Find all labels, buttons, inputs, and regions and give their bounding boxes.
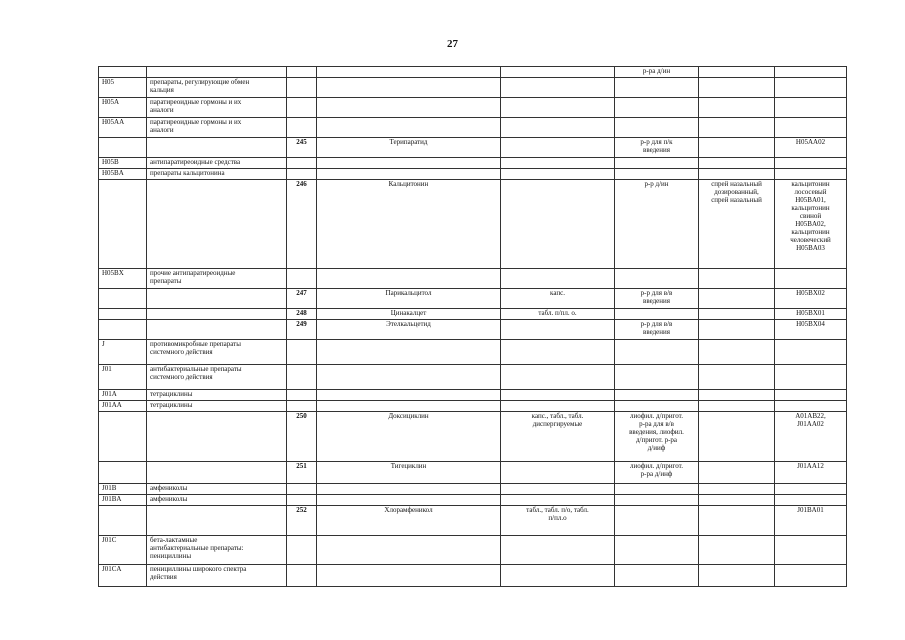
cell-text-line: H05BA02, xyxy=(795,220,826,228)
other-forms-cell xyxy=(699,78,775,98)
atc-group-code-cell: J01A xyxy=(99,390,147,401)
drug-list-table xyxy=(98,66,847,587)
other-forms-cell xyxy=(699,169,775,180)
cell-text-line: лососевый xyxy=(794,188,827,196)
row-number-cell xyxy=(287,158,317,169)
drug-name-cell xyxy=(317,158,501,169)
cell-text-line: тетрациклины xyxy=(150,401,193,409)
other-forms-cell xyxy=(699,412,775,462)
drug-name-cell xyxy=(317,365,501,390)
atc-group-code-cell xyxy=(99,412,147,462)
cell-text-line: табл., табл. п/о, табл. xyxy=(526,506,589,514)
table-row xyxy=(99,78,847,98)
oral-forms-cell xyxy=(501,289,615,309)
injection-forms-cell xyxy=(615,269,699,289)
oral-forms-cell xyxy=(501,462,615,484)
cell-text-line: спрей назальный xyxy=(711,196,762,204)
cell-text-line: дозированный, xyxy=(714,188,759,196)
cell-text-line: J01AA02 xyxy=(797,420,824,428)
drug-name-cell: Этелкальцетид xyxy=(317,320,501,340)
atc-code-cell xyxy=(775,180,847,269)
table-row xyxy=(99,412,847,462)
oral-forms-cell xyxy=(501,180,615,269)
atc-code-cell xyxy=(775,462,847,484)
row-number-cell xyxy=(287,536,317,565)
oral-forms-cell xyxy=(501,340,615,365)
table-row xyxy=(99,390,847,401)
atc-code-cell xyxy=(775,138,847,158)
other-forms-cell xyxy=(699,390,775,401)
drug-name-cell xyxy=(317,340,501,365)
oral-forms-cell xyxy=(501,495,615,506)
cell-text-line: действия xyxy=(150,573,177,581)
row-number-cell: 251 xyxy=(287,462,317,484)
row-number-cell xyxy=(287,118,317,138)
cell-text-line: аналоги xyxy=(150,126,174,134)
drug-name-cell xyxy=(317,536,501,565)
drug-name-cell xyxy=(317,269,501,289)
cell-text-line: табл. п/пл. о. xyxy=(538,309,577,317)
atc-group-code-cell: H05BA xyxy=(99,169,147,180)
oral-forms-cell xyxy=(501,138,615,158)
table-body xyxy=(99,67,847,587)
row-number-cell xyxy=(287,269,317,289)
oral-forms-cell xyxy=(501,78,615,98)
atc-group-code-cell xyxy=(99,180,147,269)
table-row xyxy=(99,565,847,587)
cell-text-line: препараты, регулирующие обмен xyxy=(150,78,250,86)
cell-text-line: р-р д/ин xyxy=(644,180,669,188)
cell-text-line: лиофил. д/пригот. xyxy=(630,462,683,470)
table-row xyxy=(99,365,847,390)
injection-forms-cell xyxy=(615,365,699,390)
atc-code-cell xyxy=(775,158,847,169)
row-number-cell: 246 xyxy=(287,180,317,269)
atc-group-code-cell xyxy=(99,289,147,309)
cell-text-line: человеческий xyxy=(790,236,831,244)
atc-code-cell xyxy=(775,484,847,495)
oral-forms-cell xyxy=(501,565,615,587)
oral-forms-cell xyxy=(501,169,615,180)
table-row xyxy=(99,289,847,309)
cell-text-line: введения, лиофил. xyxy=(629,428,684,436)
cell-text-line: тетрациклины xyxy=(150,390,193,398)
atc-group-name-cell xyxy=(147,565,287,587)
injection-forms-cell xyxy=(615,67,699,78)
drug-name-cell: Терипаратид xyxy=(317,138,501,158)
drug-name-cell: Парикальцитол xyxy=(317,289,501,309)
oral-forms-cell xyxy=(501,390,615,401)
atc-code-cell xyxy=(775,78,847,98)
cell-text-line: паратиреоидные гормоны и их xyxy=(150,118,242,126)
drug-name-cell xyxy=(317,118,501,138)
table-row xyxy=(99,462,847,484)
table-row xyxy=(99,536,847,565)
other-forms-cell xyxy=(699,138,775,158)
drug-name-cell xyxy=(317,78,501,98)
cell-text-line: паратиреоидные гормоны и их xyxy=(150,98,242,106)
cell-text-line: р-ра д/ин xyxy=(642,67,671,75)
atc-group-name-cell xyxy=(147,78,287,98)
other-forms-cell xyxy=(699,118,775,138)
cell-text-line: диспергируемые xyxy=(532,420,583,428)
cell-text-line: свиной xyxy=(799,212,822,220)
other-forms-cell xyxy=(699,180,775,269)
injection-forms-cell xyxy=(615,565,699,587)
atc-code-cell xyxy=(775,536,847,565)
atc-group-code-cell: J01BA xyxy=(99,495,147,506)
atc-group-code-cell: J01 xyxy=(99,365,147,390)
row-number-cell: 252 xyxy=(287,506,317,536)
table-row xyxy=(99,484,847,495)
other-forms-cell xyxy=(699,67,775,78)
row-number-cell: 249 xyxy=(287,320,317,340)
injection-forms-cell xyxy=(615,118,699,138)
table-row xyxy=(99,506,847,536)
atc-group-name-cell xyxy=(147,365,287,390)
drug-name-cell xyxy=(317,495,501,506)
atc-group-code-cell: J xyxy=(99,340,147,365)
table-row xyxy=(99,169,847,180)
atc-group-name-cell xyxy=(147,118,287,138)
other-forms-cell xyxy=(699,401,775,412)
page-number: 27 xyxy=(447,38,458,50)
cell-text-line: д/пригот. р-ра xyxy=(635,436,678,444)
table-row xyxy=(99,180,847,269)
cell-text-line: капс. xyxy=(550,289,565,297)
atc-group-name-cell xyxy=(147,67,287,78)
cell-text-line: р-ра д/инф xyxy=(640,470,673,478)
drug-name-cell xyxy=(317,484,501,495)
atc-group-name-cell xyxy=(147,536,287,565)
cell-text-line: введения xyxy=(643,146,670,154)
injection-forms-cell xyxy=(615,289,699,309)
table-row xyxy=(99,98,847,118)
cell-text-line: бета-лактамные xyxy=(150,536,198,544)
injection-forms-cell xyxy=(615,78,699,98)
cell-text-line: кальцитонин xyxy=(791,204,830,212)
atc-group-name-cell xyxy=(147,169,287,180)
cell-text-line: спрей назальный xyxy=(711,180,762,188)
drug-name-cell xyxy=(317,67,501,78)
oral-forms-cell xyxy=(501,320,615,340)
cell-text-line: системного действия xyxy=(150,348,213,356)
atc-group-name-cell xyxy=(147,98,287,118)
drug-name-cell xyxy=(317,565,501,587)
atc-code-cell xyxy=(775,401,847,412)
table-row xyxy=(99,269,847,289)
atc-code-cell xyxy=(775,340,847,365)
cell-text-line: антибактериальные препараты: xyxy=(150,544,244,552)
atc-group-code-cell: H05 xyxy=(99,78,147,98)
cell-text-line: кальцитонин xyxy=(791,180,830,188)
row-number-cell xyxy=(287,169,317,180)
oral-forms-cell xyxy=(501,98,615,118)
cell-text-line: кальцитонин xyxy=(791,228,830,236)
atc-code-cell xyxy=(775,269,847,289)
table-row xyxy=(99,340,847,365)
atc-code-cell xyxy=(775,506,847,536)
row-number-cell xyxy=(287,98,317,118)
atc-group-name-cell xyxy=(147,412,287,462)
table-row xyxy=(99,67,847,78)
cell-text-line: H05BA03 xyxy=(796,244,825,252)
cell-text-line: кальция xyxy=(150,86,174,94)
cell-text-line: H05BX04 xyxy=(796,320,825,328)
oral-forms-cell xyxy=(501,158,615,169)
row-number-cell: 247 xyxy=(287,289,317,309)
atc-group-name-cell xyxy=(147,158,287,169)
atc-group-name-cell xyxy=(147,462,287,484)
atc-group-code-cell xyxy=(99,320,147,340)
oral-forms-cell xyxy=(501,484,615,495)
cell-text-line: антипаратиреоидные средства xyxy=(150,158,241,166)
oral-forms-cell xyxy=(501,536,615,565)
drug-name-cell: Кальцитонин xyxy=(317,180,501,269)
atc-group-code-cell: H05A xyxy=(99,98,147,118)
row-number-cell: 245 xyxy=(287,138,317,158)
injection-forms-cell xyxy=(615,412,699,462)
cell-text-line: J01BA01 xyxy=(797,506,824,514)
atc-group-code-cell xyxy=(99,506,147,536)
injection-forms-cell xyxy=(615,536,699,565)
atc-code-cell xyxy=(775,412,847,462)
other-forms-cell xyxy=(699,320,775,340)
cell-text-line: системного действия xyxy=(150,373,213,381)
atc-group-name-cell xyxy=(147,289,287,309)
atc-group-code-cell xyxy=(99,309,147,320)
injection-forms-cell xyxy=(615,484,699,495)
drug-name-cell xyxy=(317,401,501,412)
atc-group-code-cell: J01C xyxy=(99,536,147,565)
cell-text-line: A01AB22, xyxy=(795,412,826,420)
atc-code-cell xyxy=(775,495,847,506)
injection-forms-cell xyxy=(615,169,699,180)
atc-group-name-cell xyxy=(147,484,287,495)
atc-group-code-cell: H05B xyxy=(99,158,147,169)
cell-text-line: введения xyxy=(643,328,670,336)
drug-name-cell xyxy=(317,169,501,180)
cell-text-line: прочие антипаратиреоидные xyxy=(150,269,236,277)
other-forms-cell xyxy=(699,484,775,495)
row-number-cell xyxy=(287,401,317,412)
row-number-cell xyxy=(287,340,317,365)
cell-text-line: д/ииф xyxy=(647,444,666,452)
atc-code-cell xyxy=(775,565,847,587)
cell-text-line: противомикробные препараты xyxy=(150,340,241,348)
drug-name-cell: Тигециклин xyxy=(317,462,501,484)
cell-text-line: H05BX01 xyxy=(796,309,825,317)
atc-code-cell xyxy=(775,309,847,320)
cell-text-line: антибактериальные препараты xyxy=(150,365,242,373)
drug-name-cell: Цинакалцет xyxy=(317,309,501,320)
injection-forms-cell xyxy=(615,390,699,401)
row-number-cell xyxy=(287,390,317,401)
atc-group-name-cell xyxy=(147,401,287,412)
atc-code-cell xyxy=(775,98,847,118)
cell-text-line: препараты xyxy=(150,277,182,285)
injection-forms-cell xyxy=(615,462,699,484)
other-forms-cell xyxy=(699,269,775,289)
atc-group-code-cell xyxy=(99,67,147,78)
cell-text-line: амфениколы xyxy=(150,484,188,492)
cell-text-line: р-ра для в/в xyxy=(639,420,674,428)
oral-forms-cell xyxy=(501,67,615,78)
other-forms-cell xyxy=(699,309,775,320)
atc-group-code-cell: H05BX xyxy=(99,269,147,289)
other-forms-cell xyxy=(699,536,775,565)
atc-group-name-cell xyxy=(147,390,287,401)
table-row xyxy=(99,158,847,169)
cell-text-line: аналоги xyxy=(150,106,174,114)
oral-forms-cell xyxy=(501,309,615,320)
atc-code-cell xyxy=(775,365,847,390)
atc-code-cell xyxy=(775,118,847,138)
atc-group-name-cell xyxy=(147,340,287,365)
cell-text-line: амфениколы xyxy=(150,495,188,503)
atc-code-cell xyxy=(775,289,847,309)
table-row xyxy=(99,320,847,340)
other-forms-cell xyxy=(699,340,775,365)
table-row xyxy=(99,118,847,138)
oral-forms-cell xyxy=(501,412,615,462)
cell-text-line: п/пл.о xyxy=(548,514,567,522)
cell-text-line: пенициллины xyxy=(150,552,192,560)
injection-forms-cell xyxy=(615,138,699,158)
drug-name-cell xyxy=(317,98,501,118)
row-number-cell xyxy=(287,67,317,78)
oral-forms-cell xyxy=(501,401,615,412)
other-forms-cell xyxy=(699,565,775,587)
injection-forms-cell xyxy=(615,320,699,340)
other-forms-cell xyxy=(699,506,775,536)
oral-forms-cell xyxy=(501,118,615,138)
injection-forms-cell xyxy=(615,309,699,320)
atc-code-cell xyxy=(775,169,847,180)
oral-forms-cell xyxy=(501,365,615,390)
atc-group-name-cell xyxy=(147,180,287,269)
oral-forms-cell xyxy=(501,269,615,289)
oral-forms-cell xyxy=(501,506,615,536)
row-number-cell xyxy=(287,484,317,495)
injection-forms-cell xyxy=(615,98,699,118)
row-number-cell: 250 xyxy=(287,412,317,462)
cell-text-line: р-р для п/к xyxy=(640,138,673,146)
cell-text-line: J01AA12 xyxy=(797,462,824,470)
row-number-cell xyxy=(287,565,317,587)
drug-name-cell: Доксициклин xyxy=(317,412,501,462)
other-forms-cell xyxy=(699,158,775,169)
drug-name-cell: Хлорамфеникол xyxy=(317,506,501,536)
atc-group-name-cell xyxy=(147,138,287,158)
atc-group-code-cell xyxy=(99,462,147,484)
injection-forms-cell xyxy=(615,495,699,506)
atc-group-code-cell: J01CA xyxy=(99,565,147,587)
atc-code-cell xyxy=(775,390,847,401)
cell-text-line: капс., табл., табл. xyxy=(531,412,584,420)
atc-code-cell xyxy=(775,320,847,340)
injection-forms-cell xyxy=(615,506,699,536)
atc-group-code-cell: J01AA xyxy=(99,401,147,412)
injection-forms-cell xyxy=(615,340,699,365)
atc-group-name-cell xyxy=(147,309,287,320)
other-forms-cell xyxy=(699,462,775,484)
cell-text-line: р-р для в/в xyxy=(640,320,673,328)
table-row xyxy=(99,495,847,506)
drug-name-cell xyxy=(317,390,501,401)
injection-forms-cell xyxy=(615,158,699,169)
row-number-cell xyxy=(287,78,317,98)
other-forms-cell xyxy=(699,365,775,390)
row-number-cell xyxy=(287,365,317,390)
injection-forms-cell xyxy=(615,180,699,269)
table-row xyxy=(99,309,847,320)
atc-code-cell xyxy=(775,67,847,78)
cell-text-line: лиофил. д/пригот. xyxy=(630,412,683,420)
atc-group-code-cell: J01B xyxy=(99,484,147,495)
other-forms-cell xyxy=(699,289,775,309)
atc-group-name-cell xyxy=(147,269,287,289)
row-number-cell xyxy=(287,495,317,506)
cell-text-line: H05BX02 xyxy=(796,289,825,297)
cell-text-line: введения xyxy=(643,297,670,305)
cell-text-line: H05BA01, xyxy=(795,196,826,204)
cell-text-line: пенициллины широкого спектра xyxy=(150,565,247,573)
table-row xyxy=(99,138,847,158)
cell-text-line: препараты кальцитонина xyxy=(150,169,225,177)
cell-text-line: H05AA02 xyxy=(795,138,826,146)
atc-group-name-cell xyxy=(147,320,287,340)
other-forms-cell xyxy=(699,495,775,506)
atc-group-name-cell xyxy=(147,506,287,536)
atc-group-code-cell xyxy=(99,138,147,158)
injection-forms-cell xyxy=(615,401,699,412)
atc-group-code-cell: H05AA xyxy=(99,118,147,138)
atc-group-name-cell xyxy=(147,495,287,506)
cell-text-line: р-р для в/в xyxy=(640,289,673,297)
other-forms-cell xyxy=(699,98,775,118)
row-number-cell: 248 xyxy=(287,309,317,320)
table-row xyxy=(99,401,847,412)
